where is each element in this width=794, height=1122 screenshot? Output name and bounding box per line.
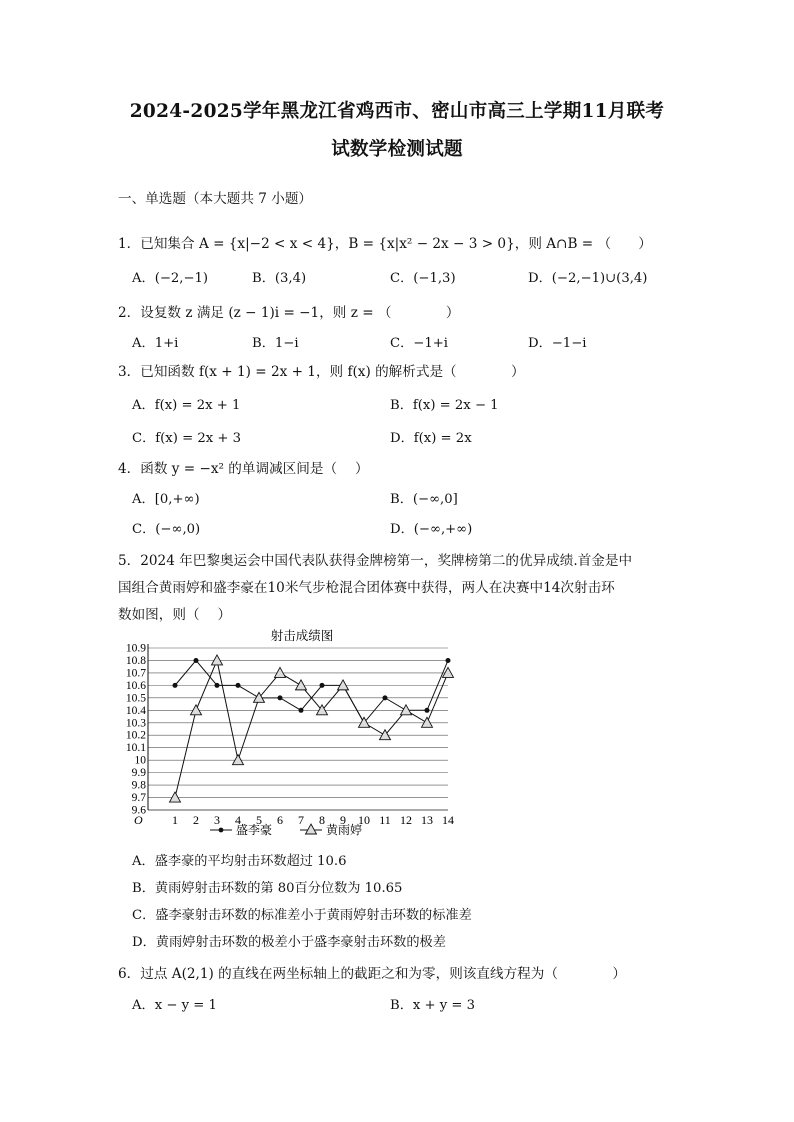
x-tick-label: 14 (442, 813, 454, 827)
q5-stem-line2: 国组合黄雨婷和盛李豪在10米气步枪混合团体赛中获得，两人在决赛中14次射击环 (118, 580, 615, 596)
data-point-huangyuting (422, 717, 433, 727)
q5-stem-line3: 数如图，则（ ） (118, 607, 232, 623)
y-tick-label: 9.9 (131, 767, 146, 780)
data-point-shenglihao (383, 695, 388, 700)
y-tick-label: 10.2 (125, 729, 146, 742)
origin-label: O (134, 813, 143, 827)
x-tick-label: 3 (214, 813, 220, 827)
data-point-shenglihao (236, 683, 241, 688)
data-point-huangyuting (170, 792, 181, 802)
q1-option-a: A．(−2,−1) (132, 271, 209, 286)
q5-option-b: B．黄雨婷射击环数的第 80百分位数为 10.65 (132, 881, 403, 896)
q2-option-b: B．1−i (252, 336, 299, 351)
y-tick-label: 10.1 (125, 742, 146, 755)
data-point-shenglihao (173, 683, 178, 688)
x-tick-label: 2 (193, 813, 199, 827)
q2-option-d: D．−1−i (528, 336, 587, 351)
q4-option-a: A．[0,+∞) (132, 492, 200, 507)
y-tick-label: 10.9 (125, 642, 146, 655)
x-tick-label: 7 (298, 813, 304, 827)
data-point-shenglihao (194, 658, 199, 663)
y-tick-label: 9.7 (131, 792, 146, 805)
y-tick-label: 10.5 (125, 692, 146, 705)
data-point-huangyuting (296, 680, 307, 690)
y-tick-label: 10.3 (125, 717, 146, 730)
q3-stem: 3．已知函数 f(x + 1) = 2x + 1，则 f(x) 的解析式是（ ） (118, 364, 525, 380)
data-point-huangyuting (275, 667, 286, 677)
x-tick-label: 13 (421, 813, 433, 827)
section-heading: 一、单选题（本大题共 7 小题） (118, 191, 313, 207)
data-point-huangyuting (401, 705, 412, 715)
series-line-huangyuting (175, 660, 448, 797)
data-point-shenglihao (299, 708, 304, 713)
y-tick-label: 10.8 (125, 654, 146, 667)
y-tick-label: 10 (134, 754, 146, 767)
q5-stem-line1: 5．2024 年巴黎奥运会中国代表队获得金牌榜第一，奖牌榜第二的优异成绩.首金是中 (118, 553, 633, 569)
data-point-huangyuting (191, 705, 202, 715)
x-tick-label: 6 (277, 813, 283, 827)
legend-label-huangyuting: 黄雨婷 (326, 823, 363, 837)
q1-stem: 1．已知集合 A = {x|−2 < x < 4}，B = {x|x² − 2x − 3 > 0}，则 A∩B = （ ） (118, 236, 652, 252)
y-tick-label: 10.6 (125, 679, 146, 692)
paper-title-line1: 2024-2025学年黑龙江省鸡西市、密山市高三上学期11月联考 (129, 101, 665, 122)
legend-label-shenglihao: 盛李豪 (236, 823, 273, 837)
q4-option-b: B．(−∞,0] (390, 492, 458, 507)
data-point-shenglihao (425, 708, 430, 713)
x-tick-label: 12 (400, 813, 412, 827)
q3-option-d: D．f(x) = 2x (390, 431, 472, 446)
chart-title: 射击成绩图 (270, 629, 334, 643)
q4-option-d: D．(−∞,+∞) (390, 522, 473, 537)
x-tick-label: 11 (379, 813, 391, 827)
data-point-shenglihao (278, 695, 283, 700)
legend-dot-marker (219, 828, 224, 833)
q3-option-a: A．f(x) = 2x + 1 (132, 398, 241, 413)
x-tick-label: 8 (319, 813, 325, 827)
x-tick-label: 1 (172, 813, 178, 827)
data-point-shenglihao (446, 658, 451, 663)
q3-option-c: C．f(x) = 2x + 3 (132, 431, 241, 446)
data-point-huangyuting (212, 655, 223, 665)
y-tick-label: 9.8 (131, 779, 146, 792)
q5-option-c: C．盛李豪射击环数的标准差小于黄雨婷射击环数的标准差 (132, 908, 472, 923)
q6-option-a: A．x − y = 1 (132, 998, 217, 1013)
paper-title-line2: 试数学检测试题 (331, 139, 463, 160)
y-tick-label: 10.7 (125, 667, 146, 680)
shooting-score-chart (110, 626, 460, 844)
q5-option-a: A．盛李豪的平均射击环数超过 10.6 (132, 854, 347, 869)
data-point-huangyuting (233, 755, 244, 765)
q1-option-c: C．(−1,3) (390, 271, 456, 286)
q6-option-b: B．x + y = 3 (390, 998, 476, 1013)
y-tick-label: 10.4 (125, 704, 146, 717)
x-tick-label: 9 (340, 813, 346, 827)
x-tick-label: 4 (235, 813, 241, 827)
q6-stem: 6．过点 A(2,1) 的直线在两坐标轴上的截距之和为零，则该直线方程为（ ） (118, 966, 626, 982)
q4-option-c: C．(−∞,0) (132, 522, 201, 537)
q3-option-b: B．f(x) = 2x − 1 (390, 398, 499, 413)
q1-option-b: B．(3,4) (252, 271, 307, 286)
data-point-shenglihao (215, 683, 220, 688)
x-tick-label: 5 (256, 813, 262, 827)
q4-stem: 4．函数 y = −x² 的单调减区间是（ ） (118, 461, 369, 477)
q2-stem: 2．设复数 z 满足 (z − 1)i = −1，则 z = （ ） (118, 305, 460, 321)
q2-option-c: C．−1+i (390, 336, 448, 351)
legend-triangle-marker (306, 824, 317, 834)
y-tick-label: 9.6 (131, 804, 146, 817)
q5-option-d: D．黄雨婷射击环数的极差小于盛李豪射击环数的极差 (132, 935, 446, 950)
x-tick-label: 10 (358, 813, 370, 827)
data-point-shenglihao (320, 683, 325, 688)
q2-option-a: A．1+i (132, 336, 179, 351)
q1-option-d: D．(−2,−1)∪(3,4) (528, 271, 648, 286)
